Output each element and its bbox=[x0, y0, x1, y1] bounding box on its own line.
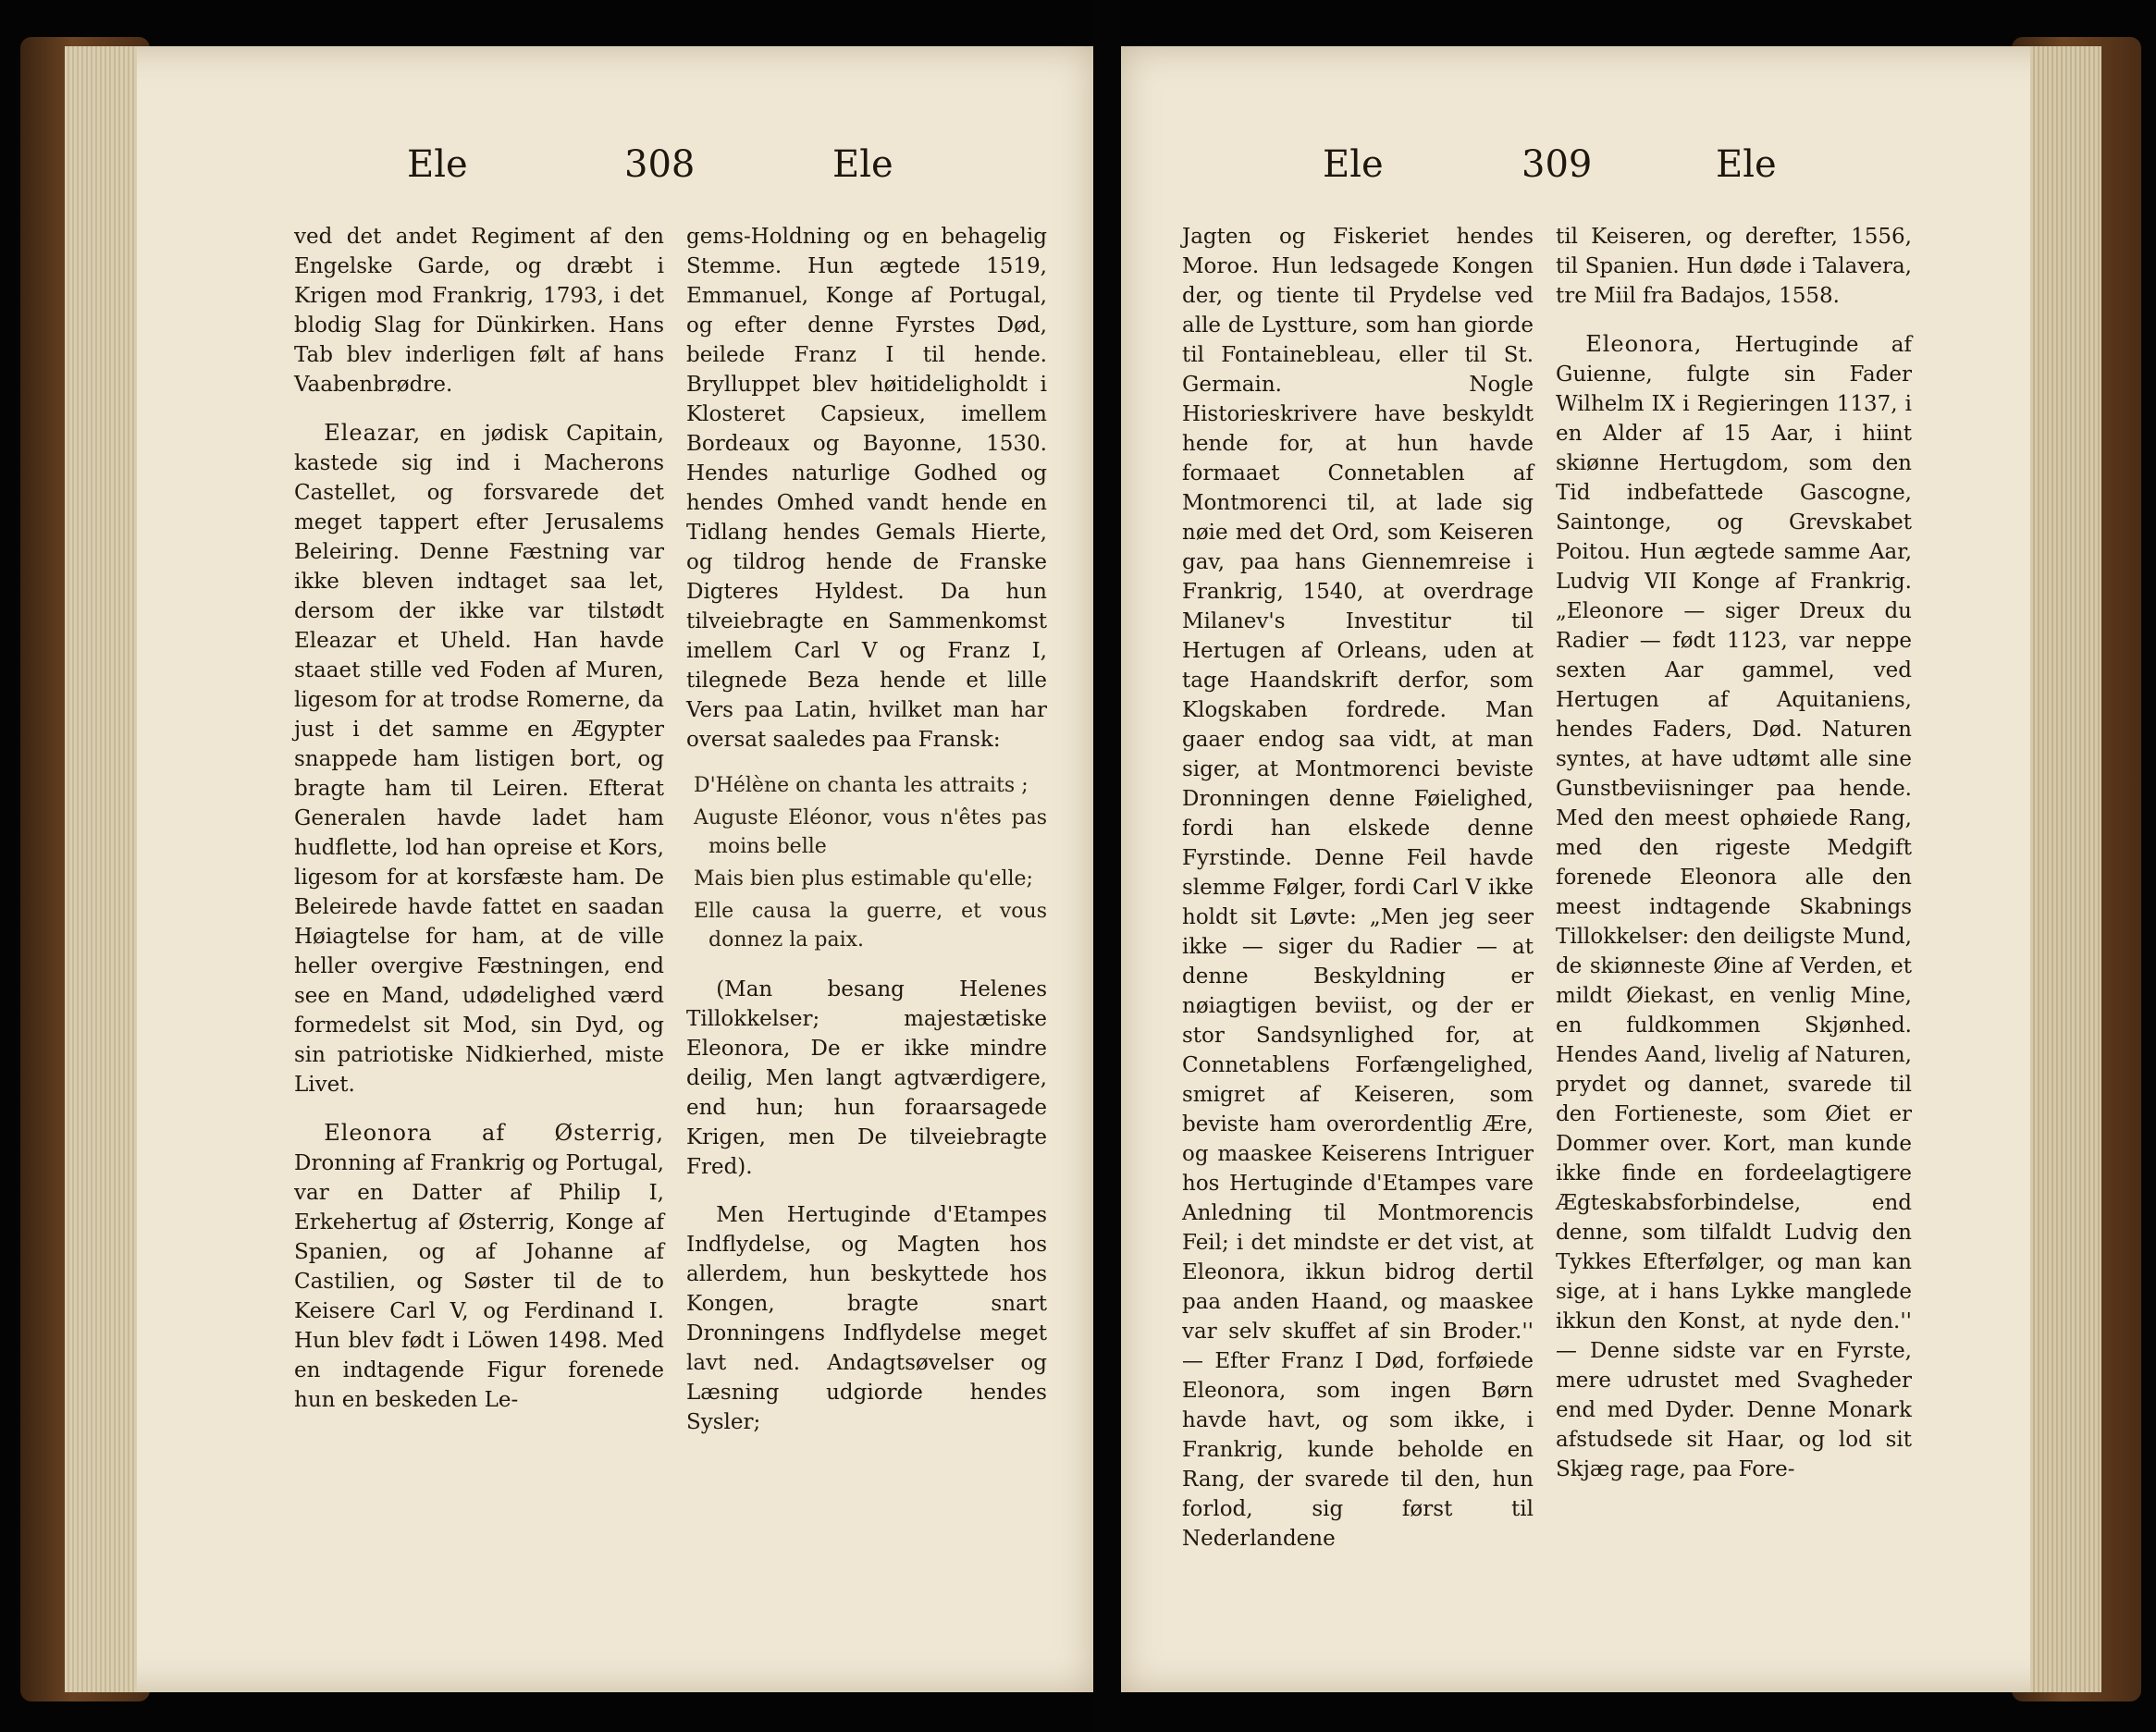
left-page-column-2 bbox=[686, 222, 1047, 1437]
french-verse bbox=[686, 771, 1047, 954]
right-header-guide-word: Ele bbox=[1323, 143, 1384, 186]
entry-continuation: ved det andet Regiment af den Engelske Garde, og dræbt i Krigen mod Frankrig, 1793, i det blodig Slag for Dünkirken. Hans Tab blev inderligen følt af hans Vaabenbrødre. bbox=[294, 225, 664, 397]
verse-translation: (Man besang Helenes Tillokkelser; majestætiske Eleonora, De er ikke mindre deilig, Men langt agtværdigere, end hun; hun foraarsagede Krigen, men De tilveiebragte Fred). bbox=[686, 977, 1047, 1179]
right-header-guide-word-right: Ele bbox=[1716, 143, 1777, 186]
left-header-guide-word-right: Ele bbox=[832, 143, 893, 186]
entry-headword: Eleazar, bbox=[324, 420, 422, 446]
left-page-header bbox=[407, 143, 925, 199]
verse-line: Auguste Eléonor, vous n'êtes pas moins belle bbox=[694, 806, 1047, 858]
entry-text: Men Hertuginde d'Etampes Indflydelse, og Magten hos allerdem, hun beskyttede hos Kongen, bragte snart Dronningens Indflydelse meget lavt ned. Andagtsøvelser og Læsning udgiorde hendes Sysler; bbox=[686, 1203, 1047, 1434]
entry-continuation: gems-Holdning og en behagelig Stemme. Hun ægtede 1519, Emmanuel, Konge af Portugal, og efter denne Fyrstes Død, beilede Franz I til hende. Brylluppet blev høitideligholdt i Klosteret Capsieux, imellem Bordeaux og Bayonne, 1530. Hendes naturlige Godhed og hendes Omhed vandt hende en Tidlang hendes Gemals Hierte, og tildrog hende de Franske Digteres Hyldest. Da hun tilveiebragte en Sammenkomst imellem Carl V og Franz I, tilegnede Beza hende et lille Vers paa Latin, hvilket man har oversat saaledes paa Fransk: bbox=[686, 225, 1047, 752]
entry-text: Hertuginde af Guienne, fulgte sin Fader Wilhelm IX i Regieringen 1137, i en Alder af 15 Aar, i hiint skiønne Hertugdom, som den Tid indbefattede Gascogne, Saintonge, og Grevskabet Poitou. Hun ægtede samme Aar, Ludvig VII Konge af Frankrig. „Eleonore — siger Dreux du Radier — født 1123, var neppe sexten Aar gammel, ved Hertugen af Aquitaniens, hendes Faders, Død. Naturen syntes, at have udtømt alle sine Gunstbeviisninger paa hende. Med den meest ophøiede Rang, med den rigeste Medgift forenede Eleonora alle den meest indtagende Skabnings Tillokkelser: den deiligste Mund, de skiønneste Øine af Verden, et mildt Øiekast, en venlig Mine, en fuldkommen Skjønhed. Hendes Aand, livelig af Naturen, prydet og dannet, svarede til den Fortieneste, som Øiet er Dommer over. Kort, man kunde ikke finde en fordeelagtigere Ægteskabsforbindelse, end denne, som tilfaldt Ludvig den Tykkes Efterfølger, og man kan sige, at i hans Lykke manglede ikkun den Konst, at nyde den.'' — Denne sidste var en Fyrste, mere udrustet med Svagheder end med Dyder. Denne Monark afstudsede sit Haar, og lod sit Skjæg rage, paa Fore- bbox=[1556, 333, 1912, 1481]
verse-line: Elle causa la guerre, et vous donnez la paix. bbox=[694, 900, 1047, 952]
right-page-column-2 bbox=[1556, 222, 1912, 1484]
right-page-header bbox=[1323, 143, 1841, 199]
entry-text: en jødisk Capitain, kastede sig ind i Macherons Castellet, og forsvarede det meget tappert efter Jerusalems Beleiring. Denne Fæstning var ikke bleven indtaget saa let, dersom der ikke var tilstødt Eleazar et Uheld. Han havde staaet stille ved Foden af Muren, ligesom for at trodse Romerne, da just i det samme en Ægypter snappede ham listigen bort, og bragte ham til Leiren. Efterat Generalen havde ladet ham hudflette, lod han opreise et Kors, ligesom for at korsfæste ham. De Beleirede havde fattet en saadan Høiagtelse for ham, at de ville heller overgive Fæstningen, end see en Mand, udødelighed værd formedelst sit Mod, sin Dyd, og sin patriotiske Nidkierhed, miste Livet. bbox=[294, 422, 664, 1097]
book-gutter bbox=[1093, 0, 1121, 1732]
entry-eleonora-af-osterrig bbox=[294, 1118, 664, 1415]
right-page-number: 309 bbox=[1522, 143, 1593, 186]
left-page-column-1 bbox=[294, 222, 664, 1415]
verse-line: D'Hélène on chanta les attraits ; bbox=[694, 774, 1029, 797]
right-page-edges bbox=[2030, 46, 2101, 1692]
verse-line: Mais bien plus estimable qu'elle; bbox=[694, 867, 1033, 891]
entry-headword: Eleonora af Østerrig, bbox=[324, 1120, 664, 1146]
entry-text: Dronning af Frankrig og Portugal, var en Datter af Philip I, Erkehertug af Østerrig, Konge af Spanien, og af Johanne af Castilien, og Søster til de to Keisere Carl V, og Ferdinand I. Hun blev født i Löwen 1498. Med en indtagende Figur forenede hun en beskeden Le- bbox=[294, 1151, 664, 1412]
left-header-guide-word: Ele bbox=[407, 143, 468, 186]
entry-headword: Eleonora, bbox=[1585, 331, 1703, 357]
entry-eleazar bbox=[294, 418, 664, 1099]
left-page-edges bbox=[65, 46, 137, 1692]
entry-continuation: Jagten og Fiskeriet hendes Moroe. Hun ledsagede Kongen der, og tiente til Prydelse ved alle de Lystture, som han giorde til Fontainebleau, eller til St. Germain. Nogle Historieskrivere have beskyldt hende for, at hun havde formaaet Connetablen af Montmorenci til, at lade sig nøie med det Ord, som Keiseren gav, paa hans Giennemreise i Frankrig, 1540, at overdrage Milanev's Investitur til Hertugen af Orleans, uden at tage Haandskrift derfor, som Klogskaben fordrede. Man gaaer endog saa vidt, at man siger, at Montmorenci beviste Dronningen denne Føielighed, fordi han elskede denne Fyrstinde. Denne Feil havde slemme Følger, fordi Carl V ikke holdt sit Løvte: „Men jeg seer ikke — siger du Radier — at denne Beskyldning er nøiagtigen beviist, og der er stor Sandsynlighed for, at Connetablens Forfængelighed, smigret af Keiseren, som beviste ham overordentlig Ære, og maaskee Keiserens Intriguer hos Hertuginde d'Etampes vare Anledning til Montmorencis Feil; i det mindste er det vist, at Eleonora, ikkun bidrog dertil paa anden Haand, og maaskee var selv skuffet af sin Broder.'' — Efter Franz I Død, forføiede Eleonora, som ingen Børn havde havt, og som ikke, i Frankrig, kunde beholde en Rang, der svarede til den, hun forlod, sig først til Nederlandene bbox=[1182, 225, 1534, 1551]
left-page-number: 308 bbox=[624, 143, 696, 186]
right-page-column-1 bbox=[1182, 222, 1534, 1554]
entry-eleonora-hertuginde bbox=[1556, 329, 1912, 1484]
entry-continuation: til Keiseren, og derefter, 1556, til Spanien. Hun døde i Talavera, tre Miil fra Badajos, 1558. bbox=[1556, 225, 1912, 308]
